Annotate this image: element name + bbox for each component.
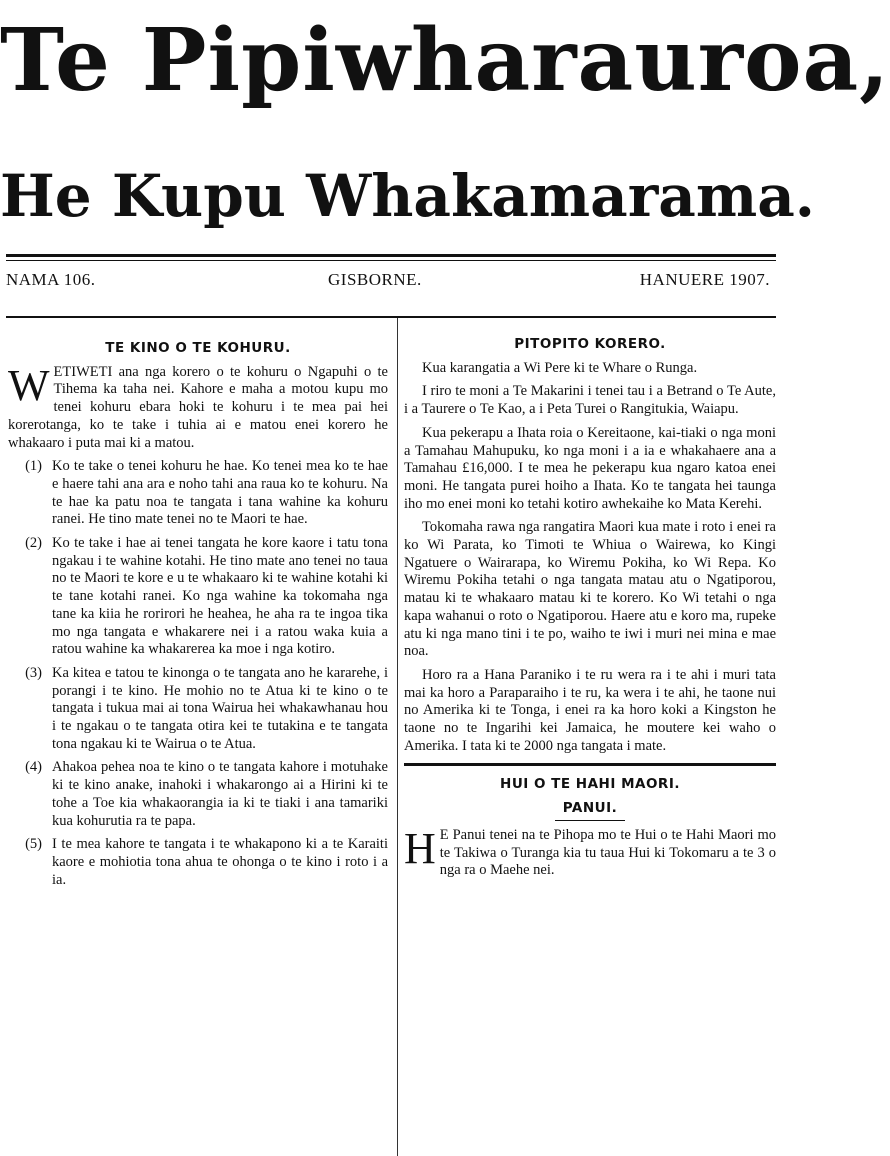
- article-heading-hui: HUI O TE HAHI MAORI.: [500, 776, 680, 793]
- item-text: Ko te take o tenei kohuru he hae. Ko tenei mea ko te hae e haere tahi ana ara e noho tahi ana raua ko te kohuru. Na te hae ka patu noa te tangata i tana wahine ka kohuru ranei. He tino mate tenei no te Maori te hae.: [52, 458, 388, 528]
- item-text: Ko te take i hae ai tenei tangata he kore kaore i tatu tona ngakau i te wahine kotahi. He tino mate ano tenei no taua no te Maori te kore e u te whakaaro ki te wahine kotahi ki te tane kotahi ranei. Ko nga wahine ka tokomaha nga tane ka kiia he rorirori he heahea, he aha ra te ingoa tika mo nga tangata e whakarere nei i a ratou waka kuia a ratou wahine ka whakarerea ka moe i nga kotiro.: [52, 535, 388, 658]
- newspaper-subtitle: He Kupu Whakamarama.: [0, 162, 816, 230]
- right-column: [404, 326, 776, 886]
- dateline-rule: [6, 316, 776, 318]
- article-heading-pitopito: PITOPITO KORERO.: [514, 336, 666, 352]
- item-text: Ka kitea e tatou te kinonga o te tangata ano he kararehe, i porangi i te kino. He mohio no te Atua ki te kino o te tangata i tukua mai ai tona Wairua hei whakawhanau hou i te ngakau o te tangata otira kei te tutakina e te tangata tona ngakau ki te Wairua o te Atua.: [52, 664, 388, 752]
- dateline: [6, 270, 770, 298]
- list-item: [8, 836, 388, 889]
- notice-text: E Panui tenei na te Pihopa mo te Hui o te Hahi Maori mo te Takiwa o Turanga kia tu taua Hui ki Tokomaru a te 3 o nga ra o Maehe nei.: [439, 826, 776, 879]
- list-item: [8, 665, 388, 754]
- issue-number: NAMA 106.: [6, 270, 96, 289]
- newspaper-title: Te Pipiwharauroa,: [0, 10, 890, 111]
- item-number: (3): [25, 664, 42, 681]
- list-item: [8, 759, 388, 830]
- list-item: [8, 458, 388, 529]
- item-number: (2): [25, 535, 42, 552]
- drop-cap: H: [404, 823, 436, 873]
- item-number: (1): [25, 458, 42, 475]
- item-text: I te mea kahore te tangata i te whakapono ki a te Karaiti kaore e mohiotia tona ahua te ohonga o te kino i roto i a ia.: [52, 836, 388, 888]
- item-number: (4): [25, 759, 42, 776]
- issue-date: HANUERE 1907.: [639, 270, 770, 289]
- masthead-rule: [6, 254, 776, 261]
- article-intro: [8, 360, 388, 453]
- news-paragraph: I riro te moni a Te Makarini i tenei tau i a Betrand o Te Aute, i a Taurere o Te Kao, a i Peta Turei o Rangitukia, Waiapu.: [404, 383, 776, 418]
- news-paragraph: Tokomaha rawa nga rangatira Maori kua mate i roto i enei ra ko Wi Parata, ko Timoti te Whiua o Wairewa, ko Kingi Ngatuere o Wairarapa, ko Wiremu Pokiha, ko Wi Repa. Ko Wiremu Pokiha tetahi o nga tangata matau atu o Ngatiporou, matau ki te whakaaro matau ki te korero. Ko Wi tetahi o nga kapa wahanui o roto o Ngatiporou. Haere atu e koro ma, rupeke atu ki nga mano tini i te po, waiho te iwi i muri nei mina e mae noa.: [404, 519, 776, 660]
- short-rule: [555, 820, 625, 821]
- list-item: [8, 535, 388, 659]
- article-intro-text: ETIWETI ana nga korero o te kohuru o Ngapuhi o te Tihema ka taha nei. Kahore e maha a motou kupu mo tenei kohuru ebara hoki te kohuru i te mea pai hei korerotanga, ko te take i tuhia ai e matou enei korero he whakaaro i puta mai ki a matou.: [8, 363, 388, 451]
- news-paragraph: Kua karangatia a Wi Pere ki te Whare o Runga.: [422, 359, 698, 376]
- article-heading-kohuru: TE KINO O TE KOHURU.: [105, 340, 291, 356]
- drop-cap: W: [8, 360, 50, 410]
- publication-place: GISBORNE.: [328, 270, 422, 289]
- article-subheading-panui: PANUI.: [562, 800, 618, 817]
- left-column: [8, 326, 388, 895]
- item-text: Ahakoa pehea noa te kino o te tangata kahore i motuhake ki te kino anake, inahoki i whakarongo ai a Hirini ki te tohe a Toe kia whakaorangia ia ki te tiaki i ana tamariki kua kohurutia ra te papa.: [52, 759, 388, 829]
- news-paragraph: Kua pekerapu a Ihata roia o Kereitaone, kai-tiaki o nga moni a Tamahau Mahupuku, ko nga moni i a ia e whakahaere ana a Tamahau £16,000. I te mea he pekerapu kua ngaro katoa enei moni. He tangata purei hoiho a Ihata. Ko te tangata hei taunga iho mo enei moni ko tetahi kotiro awhekaihe ko Mata Kerehi.: [404, 424, 776, 512]
- section-rule: [404, 763, 776, 766]
- notice-paragraph: [404, 823, 776, 880]
- news-paragraph: Horo ra a Hana Paraniko i te ru wera ra i te ahi i muri tata mai ka horo a Paraparaiho i te ru, ka wera i te ahi, he taone nui no Amerika ki te Tonga, i enei ra ka horo koki a Kingston he taone no te Ingarihi kei Jamaica, he moutere kei waho o Amerika. I tata ki te 2000 nga tangata i mate.: [404, 666, 776, 754]
- item-number: (5): [25, 836, 42, 853]
- column-divider: [397, 318, 398, 1156]
